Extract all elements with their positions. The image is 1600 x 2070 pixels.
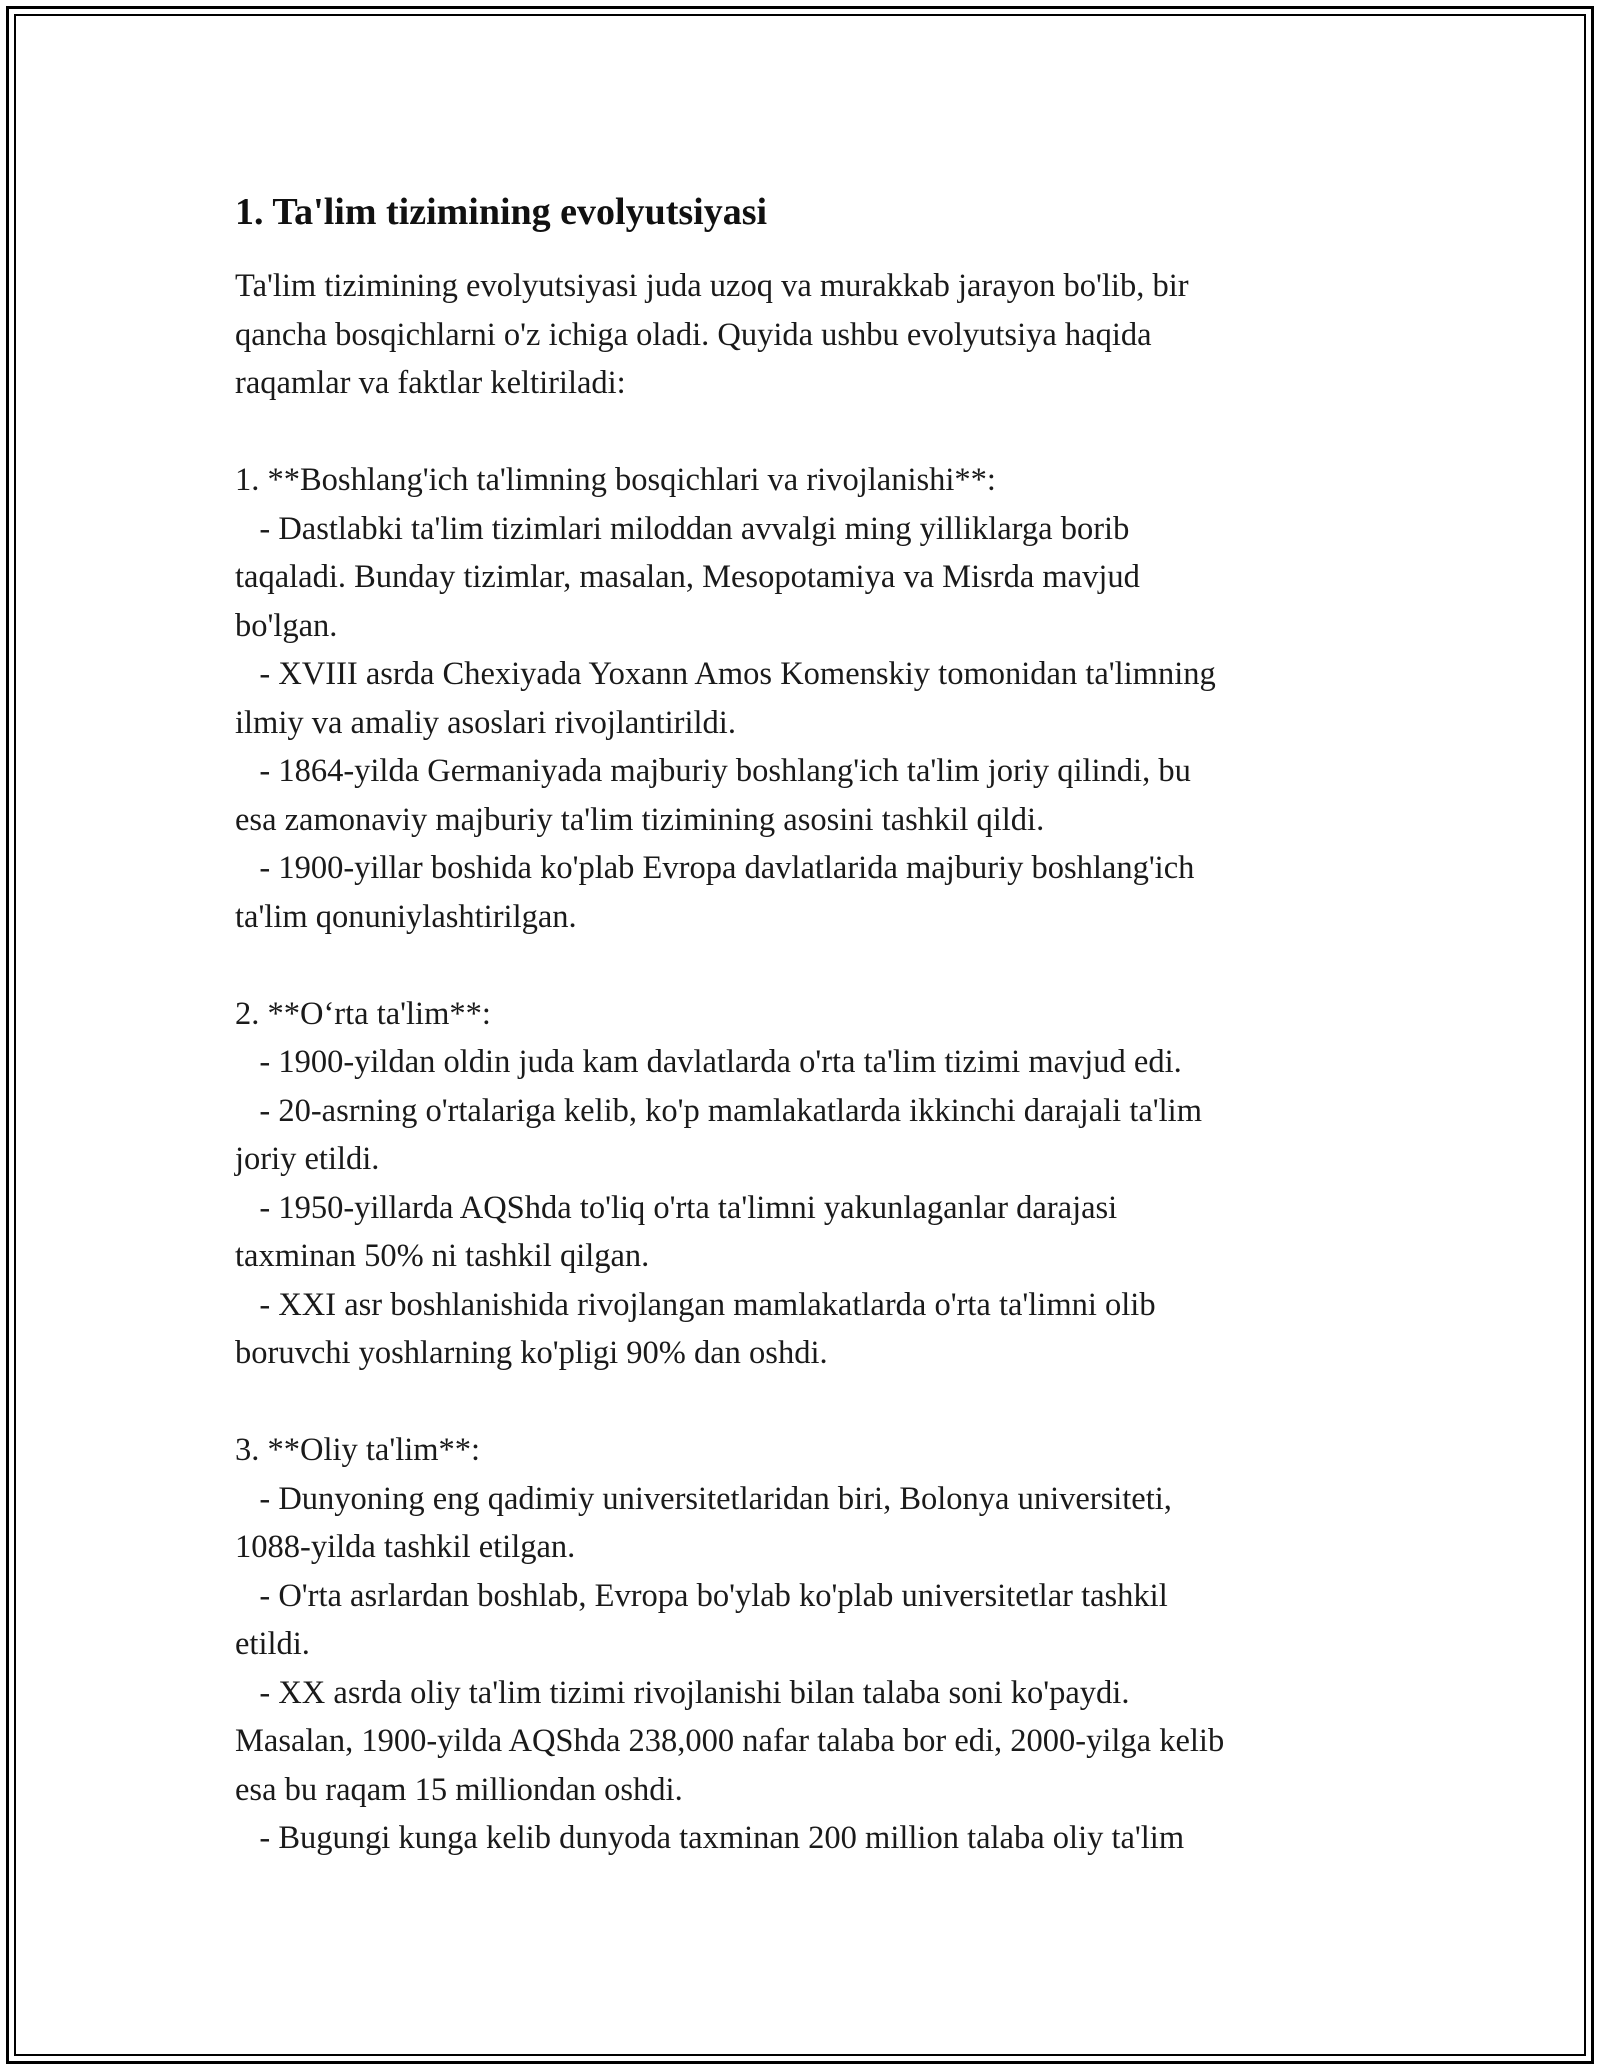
- text-line: - 1864-yilda Germaniyada majburiy boshlang'ich ta'lim joriy qilindi, bu: [235, 753, 1191, 789]
- text-line: - 1900-yillar boshida ko'plab Evropa davlatlarida majburiy boshlang'ich: [235, 850, 1195, 886]
- text-line: - Dastlabki ta'lim tizimlari miloddan avvalgi ming yilliklarga borib: [235, 510, 1130, 547]
- text-line: etildi.: [235, 1626, 310, 1662]
- text-line: - Dunyoning eng qadimiy universitetlaridan biri, Bolonya universiteti,: [235, 1480, 1172, 1517]
- text-line: esa bu raqam 15 milliondan oshdi.: [235, 1771, 683, 1808]
- text-line: esa zamonaviy majburiy ta'lim tizimining asosini tashkil qildi.: [235, 801, 1045, 838]
- text-line: - 20-asrning o'rtalariga kelib, ko'p mamlakatlarda ikkinchi darajali ta'lim: [235, 1092, 1202, 1129]
- text-line: ilmiy va amaliy asoslari rivojlantirildi.: [235, 704, 736, 741]
- text-line: [235, 408, 1365, 457]
- text-line: 2. **O‘rta ta'lim**:: [235, 995, 491, 1032]
- text-line: Ta'lim tizimining evolyutsiyasi juda uzoq va murakkab jarayon bo'lib, bir: [235, 268, 1189, 304]
- text-line: ta'lim qonuniylashtirilgan.: [235, 898, 577, 935]
- text-line: joriy etildi.: [235, 1141, 380, 1177]
- text-line: qancha bosqichlarni o'z ichiga oladi. Quyida ushbu evolyutsiya haqida: [235, 316, 1152, 353]
- text-line: - O'rta asrlardan boshlab, Evropa bo'ylab ko'plab universitetlar tashkil: [235, 1577, 1168, 1614]
- text-line: [235, 941, 1365, 990]
- text-line: 3. **Oliy ta'lim**:: [235, 1432, 481, 1468]
- text-line: - Bugungi kunga kelib dunyoda taxminan 200 million talaba oliy ta'lim: [235, 1820, 1185, 1856]
- document-body: [235, 262, 1365, 1863]
- document-page: [235, 188, 1365, 1863]
- text-line: raqamlar va faktlar keltiriladi:: [235, 365, 626, 401]
- text-line: 1. **Boshlang'ich ta'limning bosqichlari va rivojlanishi**:: [235, 462, 996, 498]
- text-line: - XX asrda oliy ta'lim tizimi rivojlanishi bilan talaba soni ko'paydi.: [235, 1674, 1130, 1711]
- text-line: taxminan 50% ni tashkil qilgan.: [235, 1238, 650, 1274]
- text-line: Masalan, 1900-yilda AQShda 238,000 nafar talaba bor edi, 2000-yilga kelib: [235, 1723, 1225, 1759]
- text-line: - XXI asr boshlanishida rivojlangan mamlakatlarda o'rta ta'limni olib: [235, 1286, 1156, 1323]
- text-line: boruvchi yoshlarning ko'pligi 90% dan oshdi.: [235, 1335, 828, 1371]
- text-line: taqaladi. Bunday tizimlar, masalan, Mesopotamiya va Misrda mavjud: [235, 559, 1140, 595]
- text-line: - 1900-yildan oldin juda kam davlatlarda o'rta ta'lim tizimi mavjud edi.: [235, 1044, 1182, 1080]
- text-line: - 1950-yillarda AQShda to'liq o'rta ta'limni yakunlaganlar darajasi: [235, 1189, 1118, 1226]
- text-line: 1088-yilda tashkil etilgan.: [235, 1529, 576, 1565]
- text-line: bo'lgan.: [235, 607, 338, 644]
- text-line: - XVIII asrda Chexiyada Yoxann Amos Komenskiy tomonidan ta'limning: [235, 656, 1216, 692]
- text-line: [235, 1378, 1365, 1427]
- page-title: 1. Ta'lim tizimining evolyutsiyasi: [235, 191, 768, 233]
